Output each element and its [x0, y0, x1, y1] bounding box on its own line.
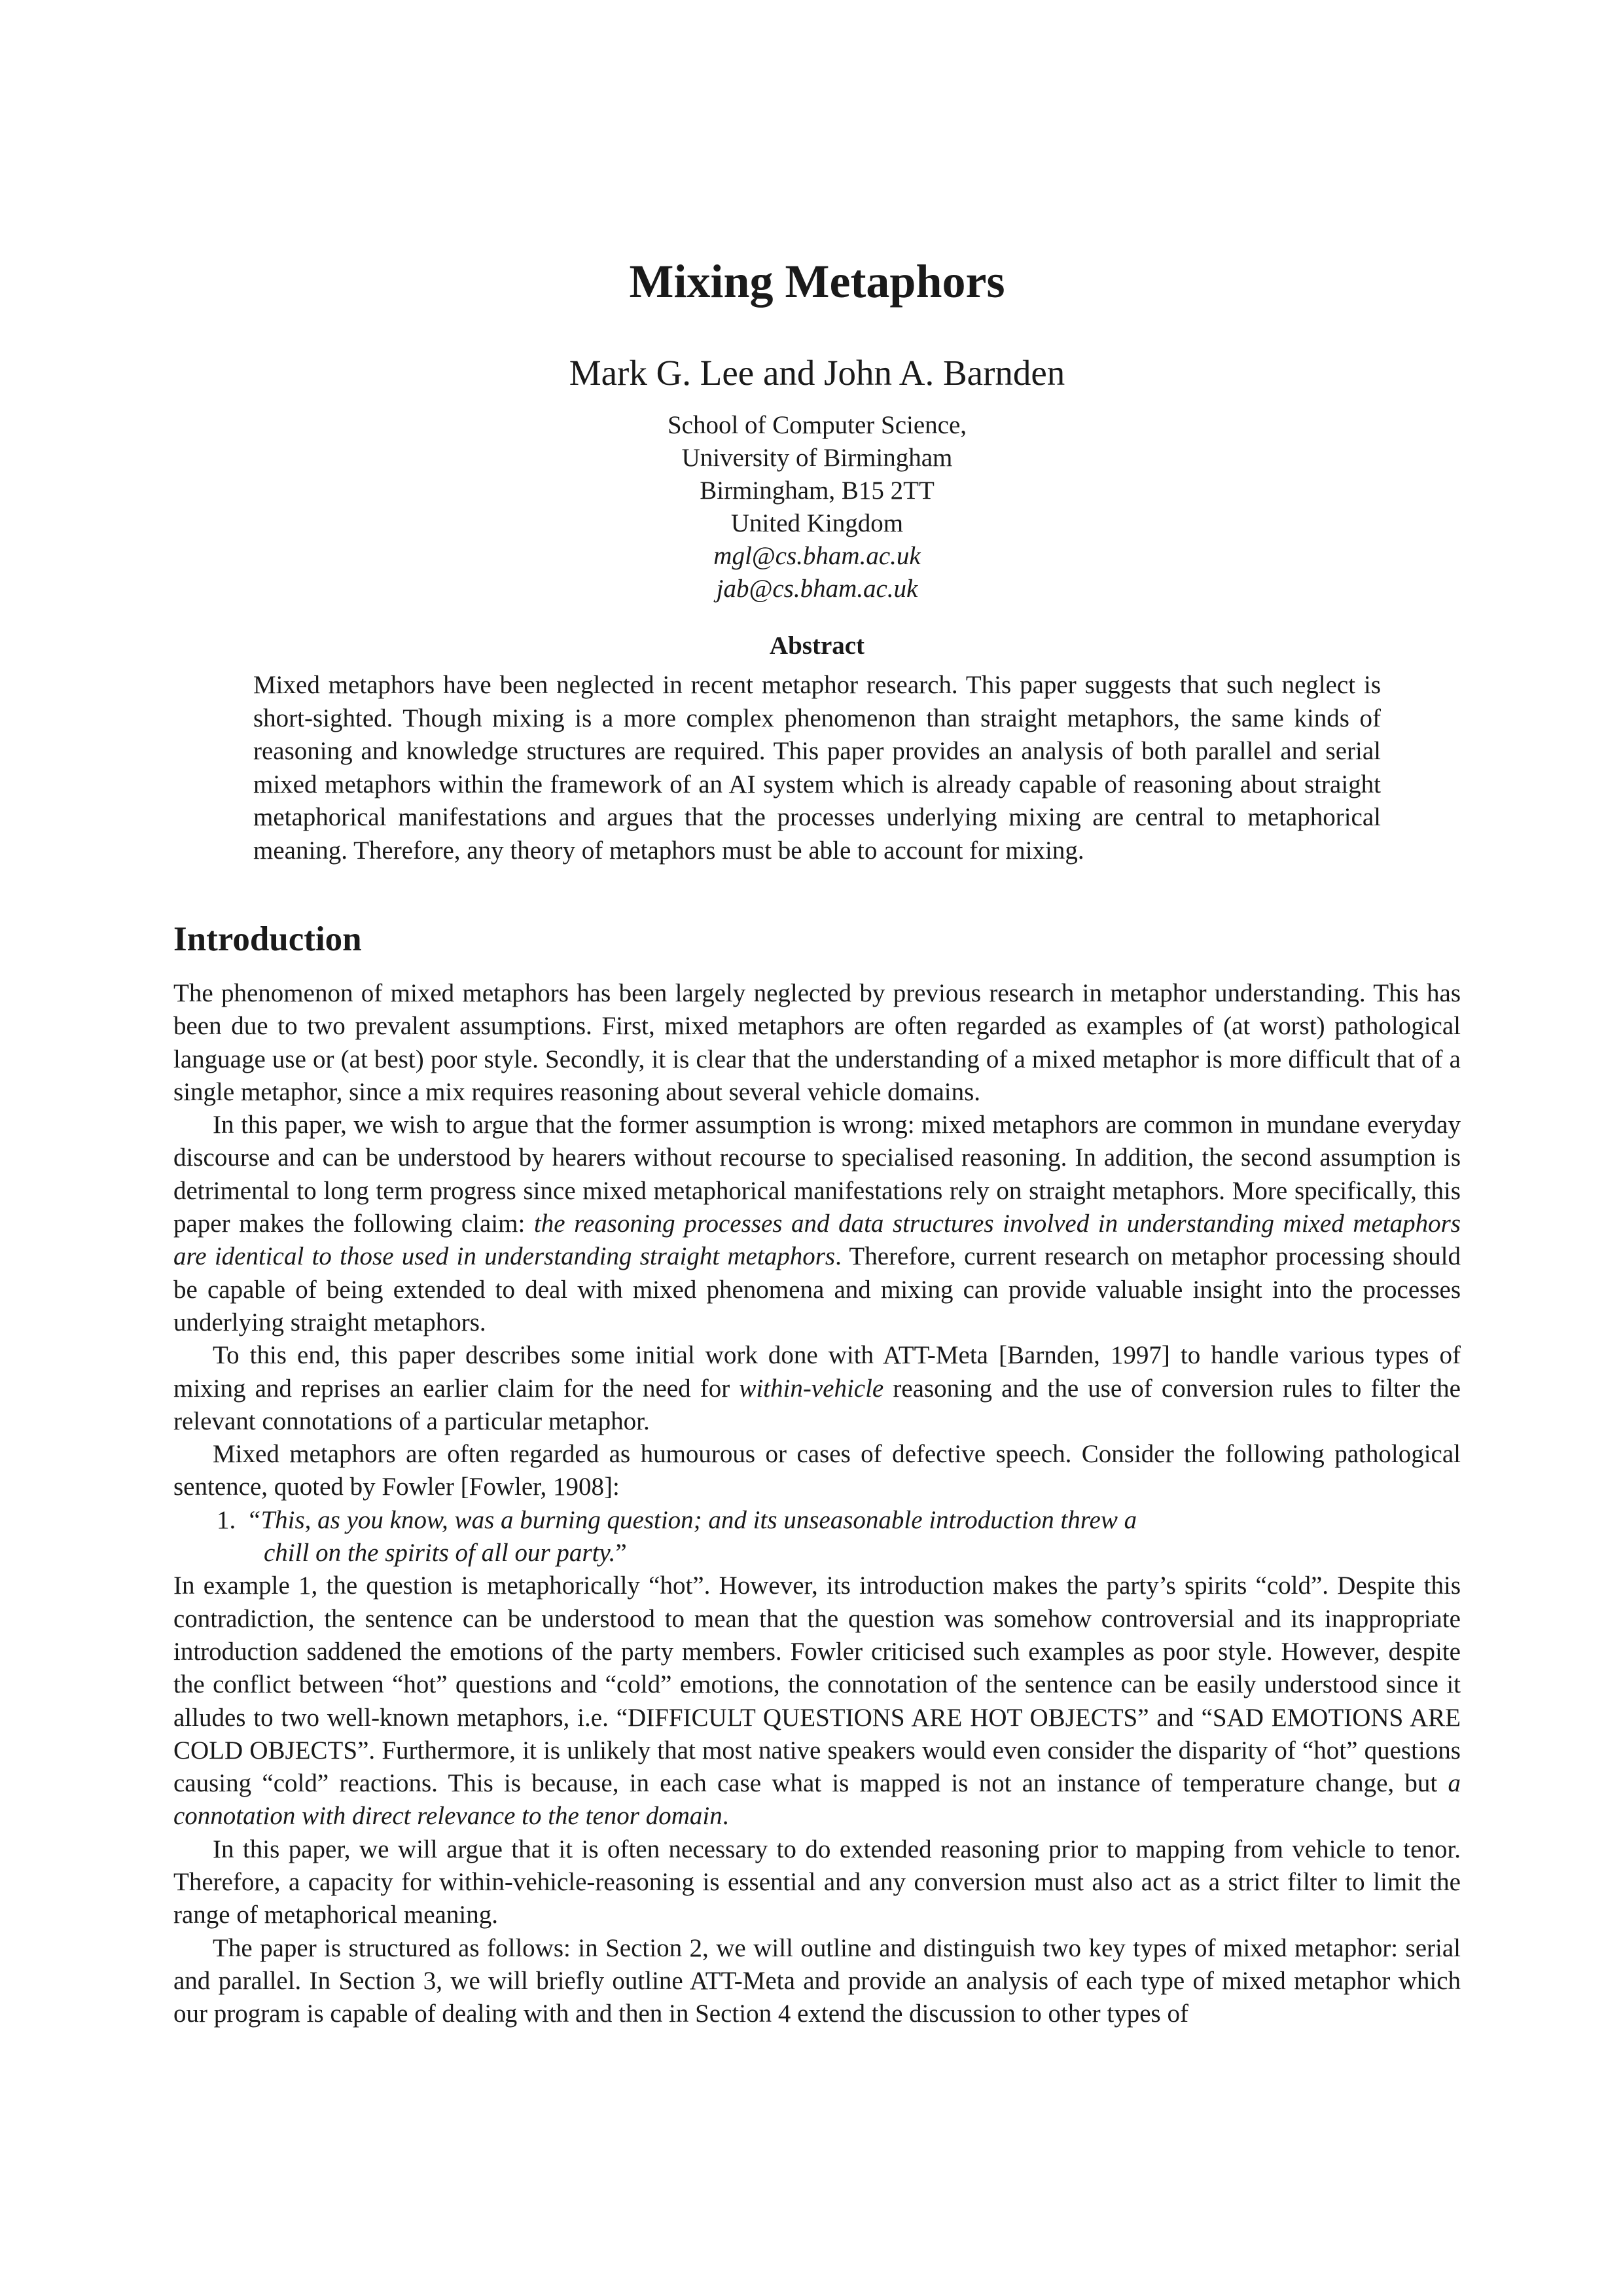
example-line-1: “This, as you know, was a burning question; and its unseasonable introduction threw a: [246, 1505, 1137, 1534]
affiliation-city: Birmingham, B15 2TT: [700, 476, 935, 505]
example-line-2-wrap: [217, 1537, 1461, 1570]
paragraph-2-text-b: . Therefore, current research on metaphor processing should be capable of being extended to deal with mixed phenomena and mixing can provide valuable insight into the processes underlying straight metaphors.: [173, 1242, 1461, 1336]
author-names: Mark G. Lee and John A. Barnden: [569, 353, 1065, 393]
section-heading-introduction: Introduction: [173, 920, 362, 958]
paper-title: Mixing Metaphors: [629, 255, 1005, 308]
affiliation-university: University of Birmingham: [681, 444, 953, 472]
paragraph-1: The phenomenon of mixed metaphors has been largely neglected by previous research in metaphor understanding. This has been due to two prevalent assumptions. First, mixed metaphors are often regarded as examples of (at worst) pathological language use or (at best) poor style. Secondly, it is clear that the understanding of a mixed metaphor is more difficult that of a single metaphor, since a mix requires reasoning about several vehicle domains.: [173, 979, 1461, 1106]
paragraph-6: In this paper, we will argue that it is often necessary to do extended reasoning prior to mapping from vehicle to tenor. Therefore, a capacity for within-vehicle-reasoning is essential and any conversion must also act as a strict filter to limit the range of metaphorical meaning.: [173, 1835, 1461, 1929]
paragraph-4: Mixed metaphors are often regarded as humourous or cases of defective speech. Consider the following pathological sentence, quoted by Fowler [Fowler, 1908]:: [173, 1440, 1461, 1501]
affiliation-department: School of Computer Science,: [667, 411, 967, 439]
paragraph-7: The paper is structured as follows: in Section 2, we will outline and distinguish two key types of mixed metaphor: serial and parallel. In Section 3, we will briefly outline ATT-Meta and provide an analysis of each type of mixed metaphor which our program is capable of dealing with and then in Section 4 extend the discussion to other types of: [173, 1933, 1461, 2028]
paragraph-2: [173, 1109, 1461, 1339]
paragraph-2-text-a: In this paper, we wish to argue that the former assumption is wrong: mixed metaphors are common in mundane everyday discourse and can be understood by hearers without recourse to specialised reasoning. In addition, the second assumption is detrimental to long term progress since mixed metaphorical manifestations rely on straight metaphors. More specifically, this paper makes the following claim:: [173, 1111, 1461, 1238]
example-line-2: chill on the spirits of all our party.: [264, 1539, 616, 1568]
example-1: [173, 1504, 1461, 1570]
author-email-1: mgl@cs.bham.ac.uk: [713, 542, 921, 570]
paragraph-2-claim: the reasoning processes and data structures involved in understanding mixed metaphors are identical to those used in understanding straight metaphors: [173, 1210, 1461, 1271]
author-email-2: jab@cs.bham.ac.uk: [716, 575, 918, 603]
paragraph-3-term: within-vehicle: [739, 1374, 884, 1403]
abstract-heading: Abstract: [769, 632, 865, 660]
paragraph-3-text-b: reasoning and the use of conversion rules to filter the relevant connotations of a particular metaphor.: [173, 1374, 1461, 1435]
affiliation-country: United Kingdom: [730, 509, 904, 537]
example-number: 1.: [217, 1505, 236, 1534]
paragraph-3: [173, 1339, 1461, 1438]
paragraph-5-text-a: In example 1, the question is metaphorically “hot”. However, its introduction makes the party’s spirits “cold”. Despite this contradiction, the sentence can be understood to mean that the question was somehow controversial and its inappropriate introduction saddened the emotions of the party members. Fowler criticised such examples as poor style. However, despite the conflict between “hot” questions and “cold” emotions, the connotation of the sentence can be easily understood since it alludes to two well-known metaphors, i.e. “DIFFICULT QUESTIONS ARE HOT OBJECTS” and “SAD EMOTIONS ARE COLD OBJECTS”. Furthermore, it is unlikely that most native speakers would even consider the disparity of “hot” questions causing “cold” reactions. This is because, in each case what is mapped is not an instance of temperature change, but: [173, 1571, 1461, 1798]
example-close-quote: ”: [615, 1539, 627, 1568]
paragraph-5: [173, 1570, 1461, 1833]
paragraph-5-text-b: .: [722, 1802, 729, 1831]
affiliation-block: [173, 409, 1461, 605]
paragraph-3-text-a: To this end, this paper describes some initial work done with ATT-Meta [Barnden, 1997] to handle various types of mixing and reprises an earlier claim for the need for: [173, 1341, 1461, 1403]
introduction-body: [173, 977, 1461, 2031]
abstract-text: Mixed metaphors have been neglected in recent metaphor research. This paper suggests that such neglect is short-sighted. Though mixing is a more complex phenomenon than straight metaphors, the same kinds of reasoning and knowledge structures are required. This paper provides an analysis of both parallel and serial mixed metaphors within the framework of an AI system which is already capable of reasoning about straight metaphorical manifestations and argues that the processes underlying mixing are central to metaphorical meaning. Therefore, any theory of metaphors must be able to account for mixing.: [253, 671, 1381, 865]
paragraph-5-emphasis: a connotation with direct relevance to the tenor domain: [173, 1769, 1461, 1831]
